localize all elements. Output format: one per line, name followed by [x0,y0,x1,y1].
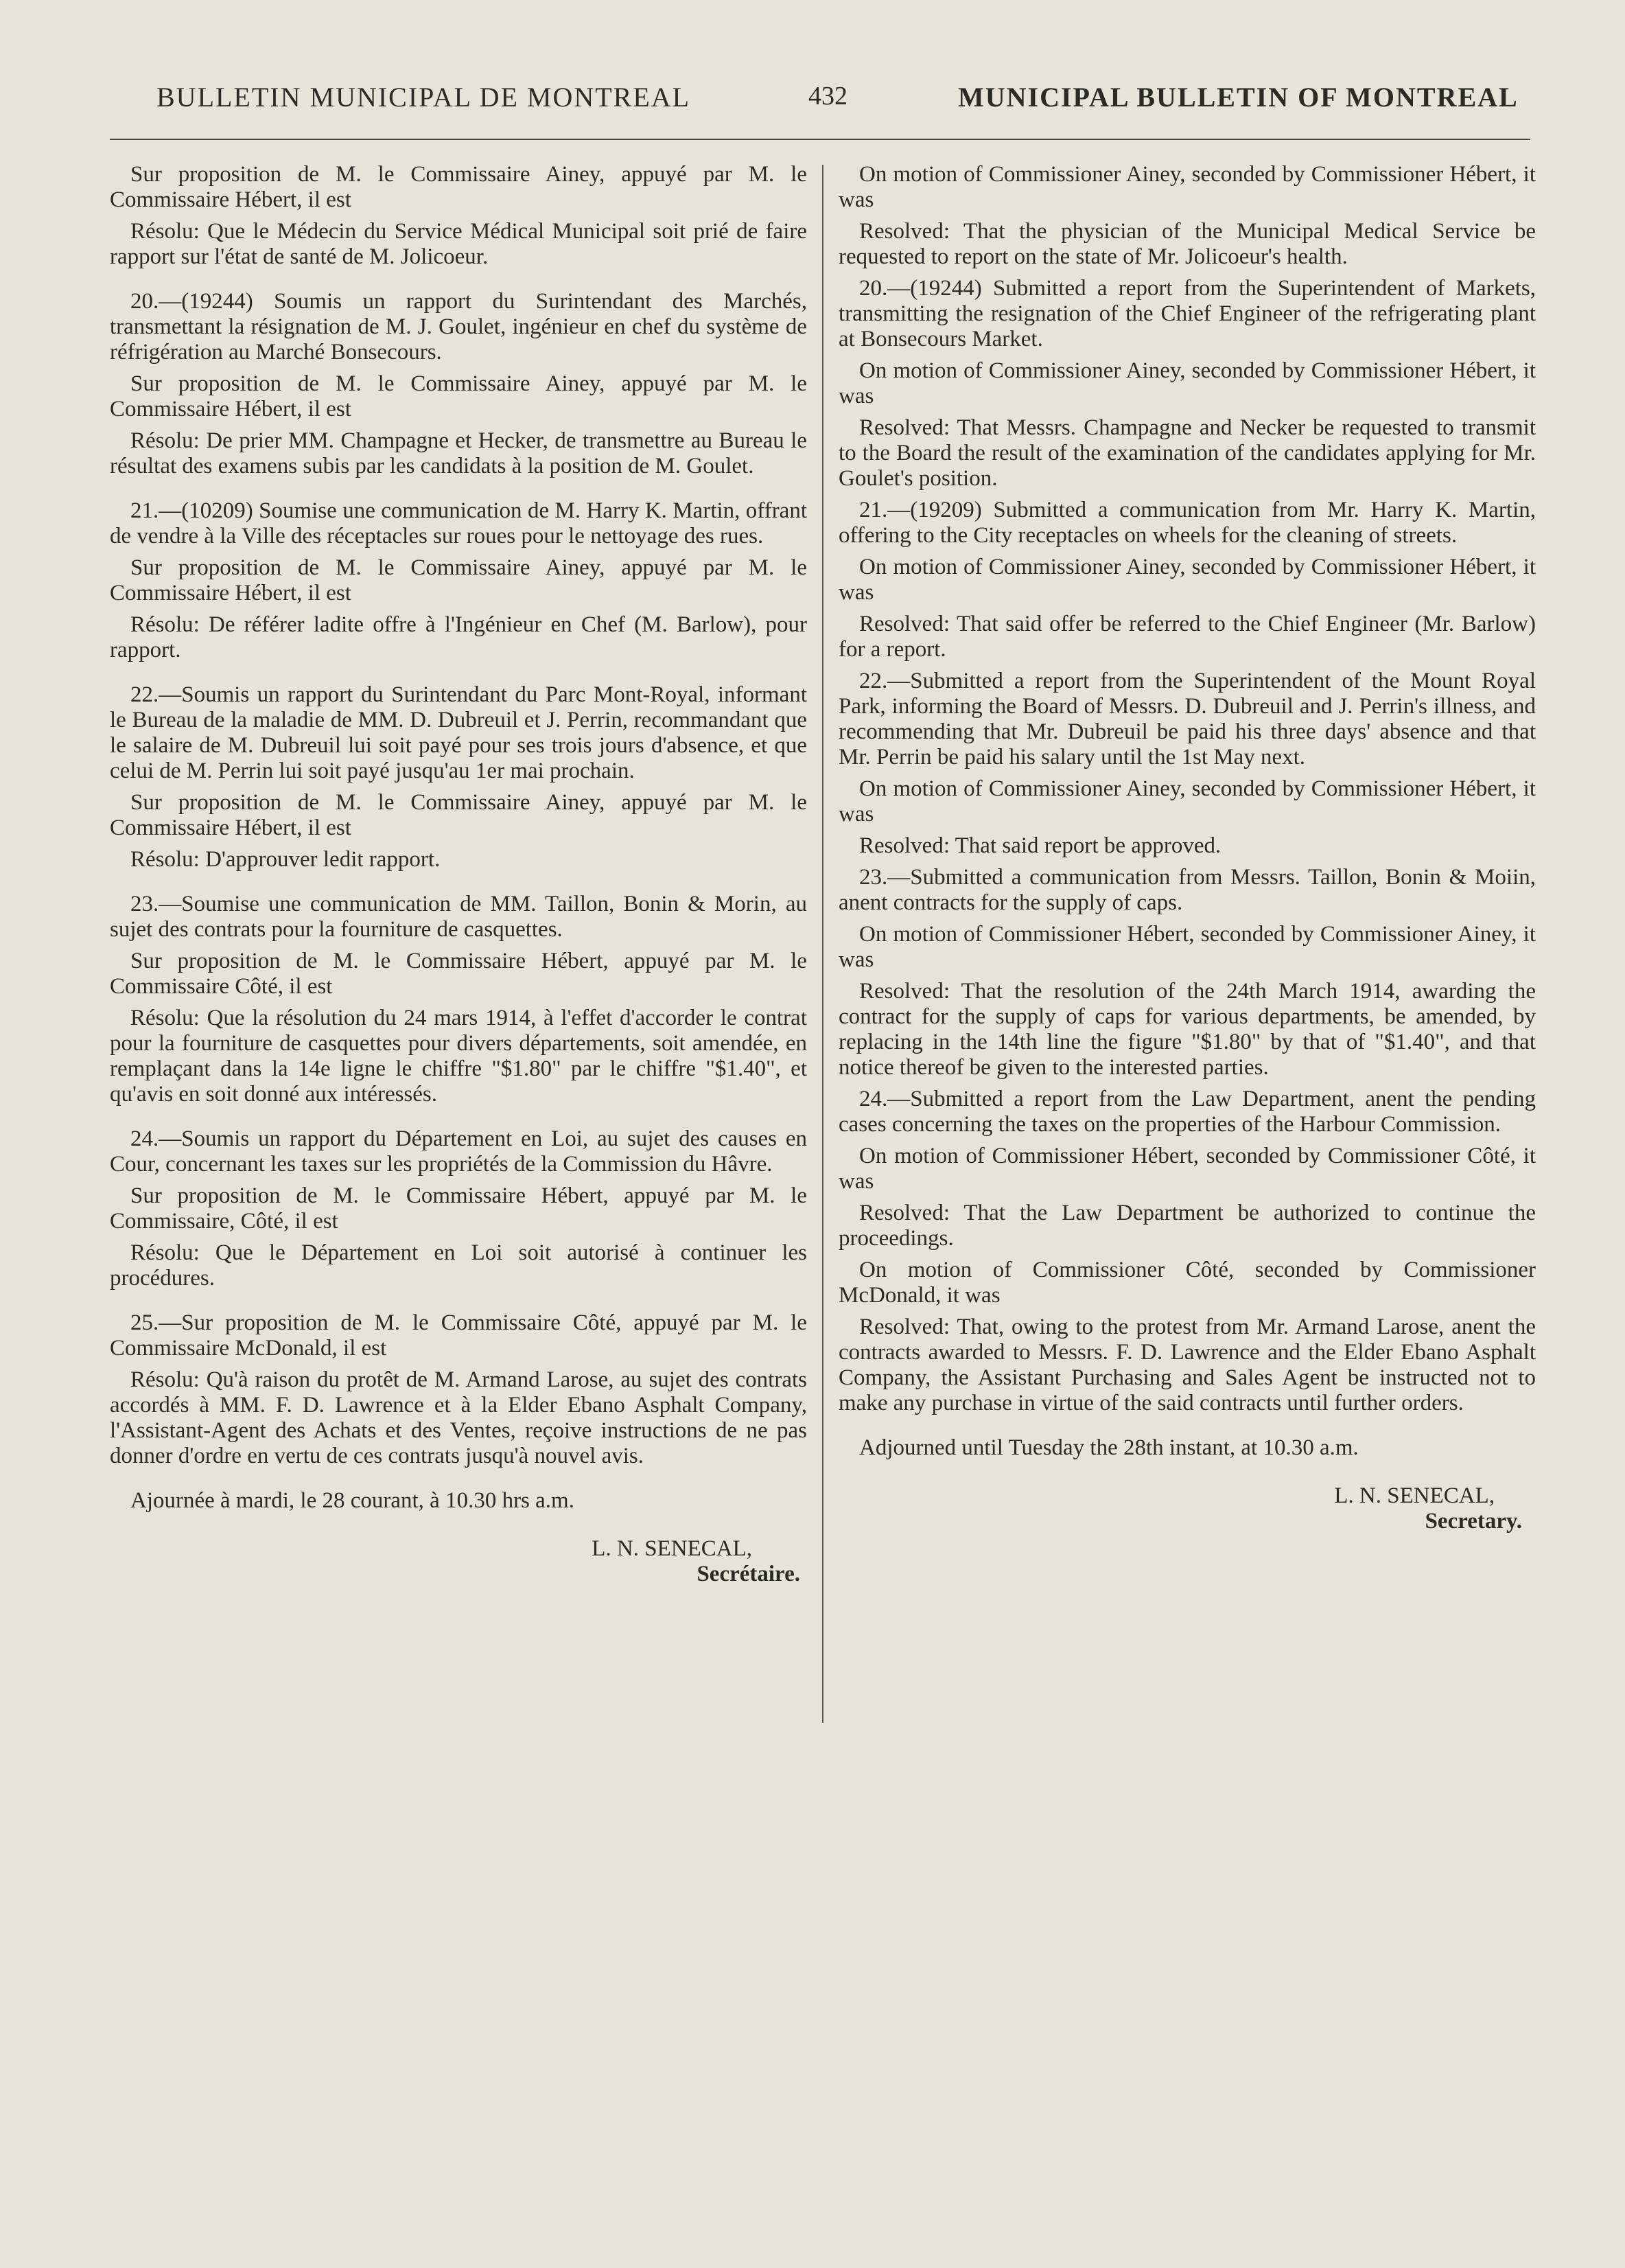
fr-paragraph: Résolu: Que la résolution du 24 mars 1914, à l'effet d'accorder le contrat pour la fourniture de casquettes pour divers départements, soit amendée, en remplaçant dans la 14e ligne le chiffre "$1.80" par le chiffre "$1.40", et qu'avis en soit donné aux intéressés. [110,1006,807,1107]
fr-block [110,682,807,872]
en-paragraph: On motion of Commissioner Ainey, seconded by Commissioner Hébert, it was [839,358,1536,408]
en-paragraph: On motion of Commissioner Ainey, seconded by Commissioner Hébert, it was [839,162,1536,212]
page-header [0,81,1625,122]
fr-paragraph: Sur proposition de M. le Commissaire Hébert, appuyé par M. le Commissaire Côté, il est [110,949,807,999]
fr-signature [110,1536,807,1587]
fr-block [110,1310,807,1469]
fr-block [110,498,807,663]
en-paragraph: On motion of Commissioner Hébert, seconded by Commissioner Ainey, it was [839,922,1536,972]
en-paragraph: On motion of Commissioner Ainey, seconded by Commissioner Hébert, it was [839,555,1536,605]
en-paragraph: Resolved: That the resolution of the 24th March 1914, awarding the contract for the supply of caps for various departments, be amended, by replacing in the 14th line the figure "$1.80" by that of "$1.40", and that notice thereof be given to the interested parties. [839,979,1536,1080]
french-column [110,162,807,1587]
en-paragraph: On motion of Commissioner Côté, seconded by Commissioner McDonald, it was [839,1258,1536,1308]
fr-paragraph: Sur proposition de M. le Commissaire Ainey, appuyé par M. le Commissaire Hébert, il est [110,790,807,840]
fr-paragraph: Résolu: Que le Médecin du Service Médical Municipal soit prié de faire rapport sur l'état de santé de M. Jolicoeur. [110,219,807,269]
en-paragraph: Resolved: That the physician of the Municipal Medical Service be requested to report on the state of Mr. Jolicoeur's health. [839,219,1536,269]
signature-name: L. N. SENECAL, [592,1536,752,1561]
en-block [839,669,1536,859]
fr-paragraph: 23.—Soumise une communication de MM. Taillon, Bonin & Morin, au sujet des contrats pour la fourniture de casquettes. [110,892,807,942]
signature-name: L. N. SENECAL, [1334,1483,1495,1508]
fr-paragraph: 25.—Sur proposition de M. le Commissaire Côté, appuyé par M. le Commissaire McDonald, il est [110,1310,807,1361]
header-rule [110,139,1530,140]
en-paragraph: Resolved: That said offer be referred to the Chief Engineer (Mr. Barlow) for a report. [839,612,1536,662]
header-french-title: BULLETIN MUNICIPAL DE MONTREAL [156,82,691,113]
en-signature [839,1483,1536,1534]
fr-paragraph: Sur proposition de M. le Commissaire Ainey, appuyé par M. le Commissaire Hébert, il est [110,555,807,605]
column-divider [822,165,823,1723]
fr-block [110,1126,807,1291]
en-block [839,1087,1536,1251]
en-block [839,865,1536,1080]
fr-paragraph: Sur proposition de M. le Commissaire Hébert, appuyé par M. le Commissaire, Côté, il est [110,1183,807,1234]
en-paragraph: 20.—(19244) Submitted a report from the Superintendent of Markets, transmitting the resignation of the Chief Engineer of the refrigerating plant at Bonsecours Market. [839,276,1536,351]
fr-paragraph: 20.—(19244) Soumis un rapport du Surintendant des Marchés, transmettant la résignation de M. J. Goulet, ingénieur en chef du système de réfrigération au Marché Bonsecours. [110,289,807,364]
fr-paragraph: 21.—(10209) Soumise une communication de M. Harry K. Martin, offrant de vendre à la Ville des réceptacles sur roues pour le nettoyage des rues. [110,498,807,548]
fr-block [110,289,807,479]
fr-paragraph: 22.—Soumis un rapport du Surintendant du Parc Mont-Royal, informant le Bureau de la maladie de MM. D. Dubreuil et J. Perrin, recommandant que le salaire de M. Dubreuil lui soit payé pour ses trois jours d'absence, et que celui de M. Perrin lui soit payé jusqu'au 1er mai prochain. [110,682,807,783]
en-paragraph: On motion of Commissioner Ainey, seconded by Commissioner Hébert, it was [839,776,1536,826]
en-adjournment: Adjourned until Tuesday the 28th instant, at 10.30 a.m. [859,1435,1359,1460]
en-block [839,162,1536,270]
en-block [839,276,1536,491]
en-paragraph: Resolved: That said report be approved. [859,833,1221,858]
en-paragraph: 24.—Submitted a report from the Law Department, anent the pending cases concerning the taxes on the properties of the Harbour Commission. [839,1087,1536,1137]
en-paragraph: Resolved: That the Law Department be authorized to continue the proceedings. [839,1201,1536,1251]
fr-paragraph: 24.—Soumis un rapport du Département en Loi, au sujet des causes en Cour, concernant les taxes sur les propriétés de la Commission du Hâvre. [110,1126,807,1177]
signature-title: Secretary. [1425,1509,1522,1534]
en-block [839,1258,1536,1416]
english-column [839,162,1536,1534]
fr-adjournment: Ajournée à mardi, le 28 courant, à 10.30 hrs a.m. [130,1488,574,1513]
en-paragraph: Resolved: That, owing to the protest from Mr. Armand Larose, anent the contracts awarded to Messrs. F. D. Lawrence and the Elder Ebano Asphalt Company, the Assistant Purchasing and Sales Agent be instructed not to make any purchase in virtue of the said contracts until further orders. [839,1315,1536,1415]
en-paragraph: On motion of Commissioner Hébert, seconded by Commissioner Côté, it was [839,1144,1536,1194]
fr-paragraph: Résolu: Qu'à raison du protêt de M. Armand Larose, au sujet des contrats accordés à MM. F. D. Lawrence et à la Elder Ebano Asphalt Company, l'Assistant-Agent des Achats et des Ventes, reçoive instructions de ne pas donner d'ordre en vertu de ces contrats jusqu'à nouvel avis. [110,1367,807,1468]
fr-paragraph: Sur proposition de M. le Commissaire Ainey, appuyé par M. le Commissaire Hébert, il est [110,162,807,212]
page-number: 432 [808,82,847,111]
fr-paragraph: Résolu: D'approuver ledit rapport. [130,847,441,872]
en-paragraph: 22.—Submitted a report from the Superintendent of the Mount Royal Park, informing the Board of Messrs. D. Dubreuil and J. Perrin's illness, and recommending that Mr. Dubreuil be paid his three days' absence and that Mr. Perrin be paid his salary until the 1st May next. [839,669,1536,769]
signature-title: Secrétaire. [697,1562,800,1586]
fr-paragraph: Résolu: De prier MM. Champagne et Hecker, de transmettre au Bureau le résultat des examens subis par les candidats à la position de M. Goulet. [110,428,807,478]
fr-block [110,162,807,270]
en-paragraph: 23.—Submitted a communication from Messrs. Taillon, Bonin & Moiin, anent contracts for the supply of caps. [839,865,1536,915]
fr-paragraph: Résolu: Que le Département en Loi soit autorisé à continuer les procédures. [110,1240,807,1291]
en-block [839,498,1536,662]
en-paragraph: Resolved: That Messrs. Champagne and Necker be requested to transmit to the Board the result of the examination of the candidates applying for Mr. Goulet's position. [839,415,1536,491]
fr-paragraph: Résolu: De référer ladite offre à l'Ingénieur en Chef (M. Barlow), pour rapport. [110,612,807,662]
fr-paragraph: Sur proposition de M. le Commissaire Ainey, appuyé par M. le Commissaire Hébert, il est [110,371,807,421]
en-paragraph: 21.—(19209) Submitted a communication from Mr. Harry K. Martin, offering to the City receptacles on wheels for the cleaning of streets. [839,498,1536,548]
fr-block [110,892,807,1107]
header-english-title: MUNICIPAL BULLETIN OF MONTREAL [958,82,1519,113]
